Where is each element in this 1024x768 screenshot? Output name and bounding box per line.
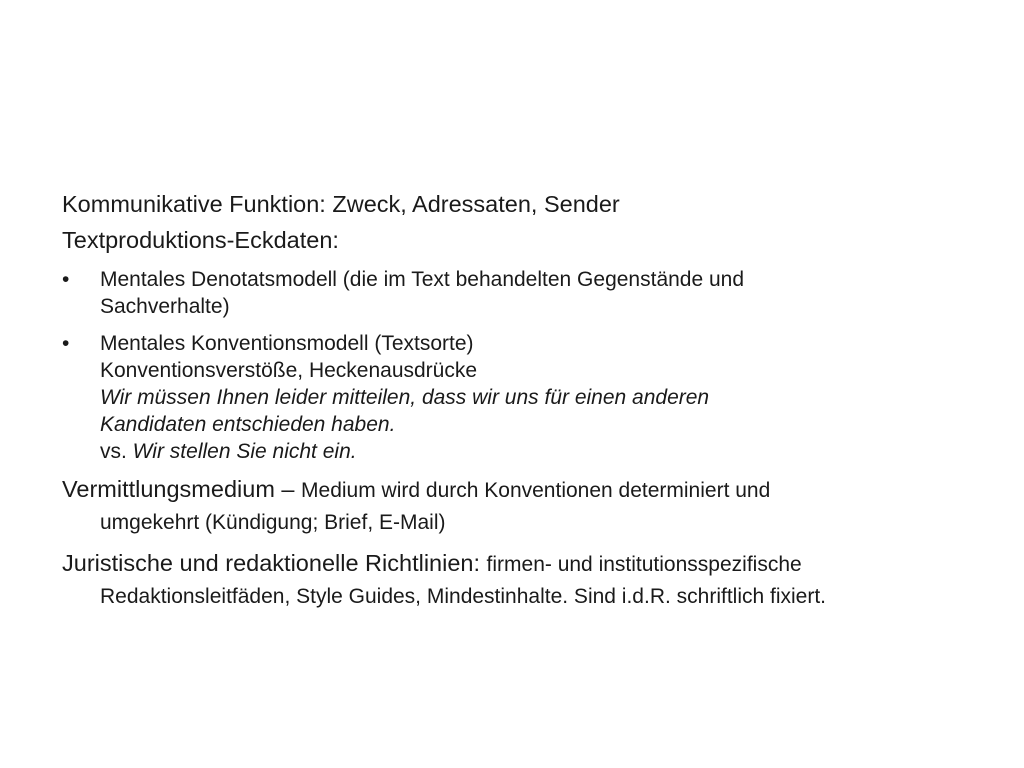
vs-prefix: vs. [100, 440, 133, 463]
juristic-text: firmen- und institutionsspezifische [486, 553, 802, 576]
bullet-text: Mentales Denotatsmodell (die im Text behandelten Gegenstände und [100, 268, 745, 291]
juristic-text: Redaktionsleitfäden, Style Guides, Mindestinhalte. Sind i.d.R. schriftlich fixiert. [100, 585, 827, 608]
bullet-icon: • [62, 332, 70, 355]
example-sentence: Wir stellen Sie nicht ein. [132, 440, 357, 463]
juristic-heading: Juristische und redaktionelle Richtlinien: [62, 550, 487, 576]
bullet-text: Mentales Konventionsmodell (Textsorte) [100, 332, 474, 355]
medium-text: Medium wird durch Konventionen determiniert und [301, 479, 771, 502]
juristic-paragraph [62, 545, 992, 613]
bullet-text: Sachverhalte) [100, 295, 230, 318]
medium-heading: Vermittlungsmedium – [62, 476, 302, 502]
example-sentence: Kandidaten entschieden haben. [100, 413, 396, 436]
example-contrast [100, 438, 992, 465]
bullet-convention-model [62, 330, 992, 465]
bullet-icon: • [62, 268, 70, 291]
communicative-function-line: Kommunikative Funktion: Zweck, Adressaten, Sender [62, 191, 620, 217]
text-production-heading: Textproduktions-Eckdaten: [62, 227, 339, 253]
slide-body [62, 186, 992, 613]
medium-text: umgekehrt (Kündigung; Brief, E-Mail) [100, 511, 446, 534]
bullet-text: Konventionsverstöße, Heckenausdrücke [100, 359, 478, 382]
bullet-denotation-model [62, 266, 992, 320]
example-sentence: Wir müssen Ihnen leider mitteilen, dass wir uns für einen anderen [100, 386, 710, 409]
medium-paragraph [62, 471, 992, 539]
